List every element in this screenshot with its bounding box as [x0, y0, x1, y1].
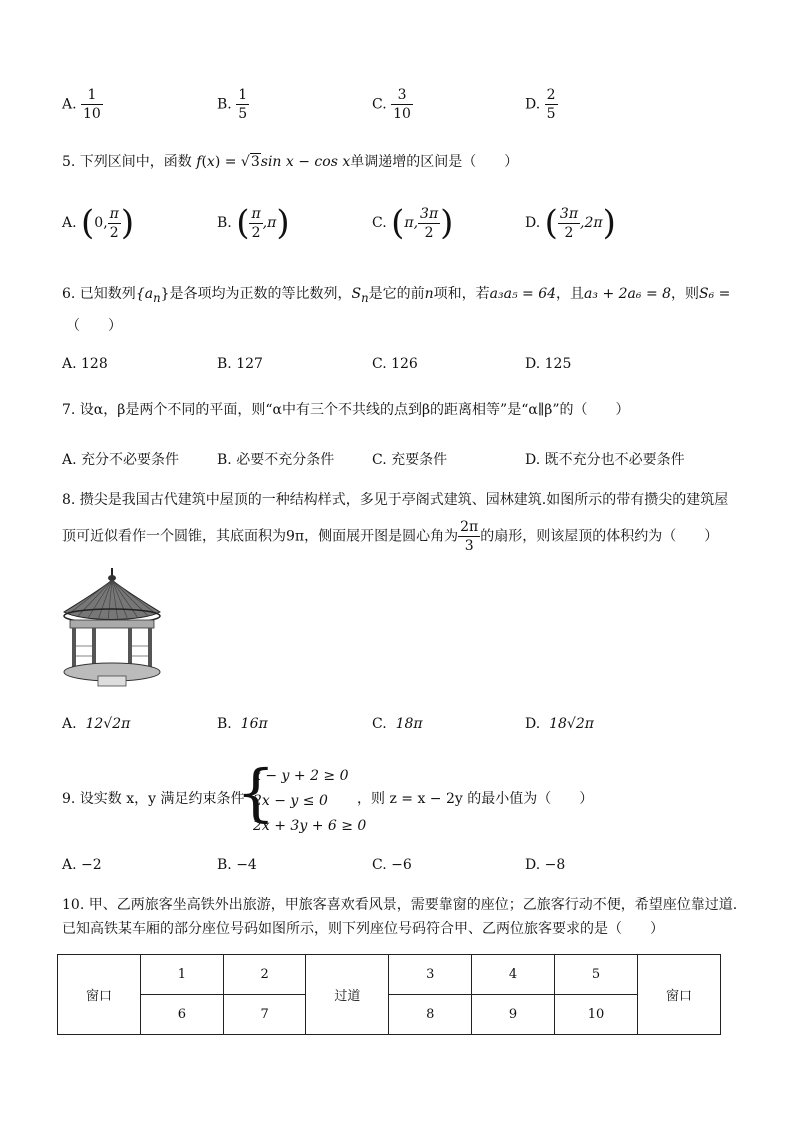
fraction: $\frac{1}{5}$	[238, 87, 248, 122]
q6-option-a[interactable]: A. 128	[62, 356, 108, 372]
seat-4: 4	[472, 955, 555, 995]
seat-8: 8	[389, 995, 472, 1035]
fraction: $\frac{3\pi}{2}$	[420, 205, 439, 241]
q9-option-a[interactable]: A. −2	[62, 857, 102, 873]
aisle-cell: 过道	[306, 955, 389, 1035]
fraction: $\frac{2}{5}$	[546, 87, 556, 122]
table-row	[58, 955, 721, 995]
fraction: $\frac{3\pi}{2}$	[559, 205, 579, 241]
seat-5: 5	[554, 955, 637, 995]
seat-6: 6	[140, 995, 223, 1035]
window-left-cell: 窗口	[58, 955, 141, 1035]
q8-stem-line2: 顶可近似看作一个圆锥，其底面积为9π，侧面展开图是圆心角为 $\frac{2\pi}{3}$ 的扇形，则该屋顶的体积约为（ ）	[62, 519, 719, 554]
q10-stem-line1: 10. 甲、乙两旅客坐高铁外出旅游，甲旅客喜欢看风景，需要靠窗的座位；乙旅客行动不便，希望座位靠过道.	[62, 897, 738, 913]
pavilion-illustration	[62, 566, 162, 690]
q7-option-c[interactable]: C. 充要条件	[372, 452, 448, 468]
seat-10: 10	[554, 995, 637, 1035]
seat-table	[57, 954, 721, 1035]
window-right-cell: 窗口	[638, 955, 721, 1035]
seat-7: 7	[223, 995, 306, 1035]
q8-stem-line1: 8. 攒尖是我国古代建筑中屋顶的一种结构样式，多见于亭阁式建筑、园林建筑.如图所示的带有攒尖的建筑屋	[62, 492, 729, 508]
fraction: $\frac{\pi}{2}$	[109, 205, 119, 241]
q7-option-a[interactable]: A. 充分不必要条件	[62, 452, 180, 468]
q4-option-b[interactable]: B. $\frac{1}{5}$	[217, 87, 248, 122]
q10-stem-line2: 已知高铁某车厢的部分座位号码如图所示，则下列座位号码符合甲、乙两位旅客要求的是（ ）	[62, 921, 664, 937]
q4-option-c[interactable]: C. $\frac{3}{10}$	[372, 87, 411, 122]
q9-option-b[interactable]: B. −4	[217, 857, 257, 873]
q8-option-a[interactable]: A. 12√2π	[62, 716, 131, 732]
q8-option-d[interactable]: D. 18√2π	[525, 716, 594, 732]
q6-stem-line2: （ ）	[66, 318, 122, 334]
q7-option-d[interactable]: D. 既不充分也不必要条件	[525, 452, 685, 468]
q6-option-c[interactable]: C. 126	[372, 356, 418, 372]
q8-option-b[interactable]: B. 16π	[217, 716, 268, 732]
q6-option-d[interactable]: D. 125	[525, 356, 572, 372]
q6-stem-line1: 6. 已知数列$\{a_n\}$是各项均为正数的等比数列，$S_n$是它的前n项和，若a₃a₅ = 64，且a₃ + 2a₆ = 8，则S₆ =	[62, 286, 731, 305]
q9-suffix: ，则 z = x − 2y 的最小值为（ ）	[357, 791, 594, 807]
q4-option-a[interactable]: A. $\frac{1}{10}$	[62, 87, 101, 122]
fraction: $\frac{1}{10}$	[83, 87, 101, 122]
q7-option-b[interactable]: B. 必要不充分条件	[217, 452, 335, 468]
q4-option-d[interactable]: D. $\frac{2}{5}$	[525, 87, 556, 122]
q6-option-b[interactable]: B. 127	[217, 356, 263, 372]
q9-option-c[interactable]: C. −6	[372, 857, 412, 873]
fraction: $\frac{3}{10}$	[393, 87, 411, 122]
q5-option-a[interactable]: A. (0, $\frac{\pi}{2}$ )	[62, 203, 135, 243]
seat-2: 2	[223, 955, 306, 995]
seat-3: 3	[389, 955, 472, 995]
q8-option-c[interactable]: C. 18π	[372, 716, 423, 732]
seat-9: 9	[472, 995, 555, 1035]
q9-prefix: 9. 设实数 x，y 满足约束条件	[62, 791, 245, 807]
fraction: $\frac{\pi}{2}$	[251, 205, 261, 241]
q5-option-d[interactable]: D. ( $\frac{3\pi}{2}$ ,2π)	[525, 203, 616, 243]
q5-stem: 5. 下列区间中，函数 f(x) = √3sin x − cos x单调递增的区间是（ ）	[62, 154, 519, 170]
seat-1: 1	[140, 955, 223, 995]
q5-option-c[interactable]: C. (π, $\frac{3\pi}{2}$ )	[372, 203, 454, 243]
fraction: $\frac{2\pi}{3}$	[460, 519, 479, 554]
table-row	[58, 995, 721, 1035]
constraint-system: x − y + 2 ≥ 0 2x − y ≤ 0 2x + 3y + 6 ≥ 0	[253, 768, 367, 834]
system-brace: {	[236, 756, 276, 829]
q7-stem: 7. 设α，β是两个不同的平面，则“α中有三个不共线的点到β的距离相等”是“α∥β”的（ ）	[62, 402, 630, 418]
q9-option-d[interactable]: D. −8	[525, 857, 566, 873]
q5-option-b[interactable]: B. ( $\frac{\pi}{2}$ ,π)	[217, 203, 290, 243]
